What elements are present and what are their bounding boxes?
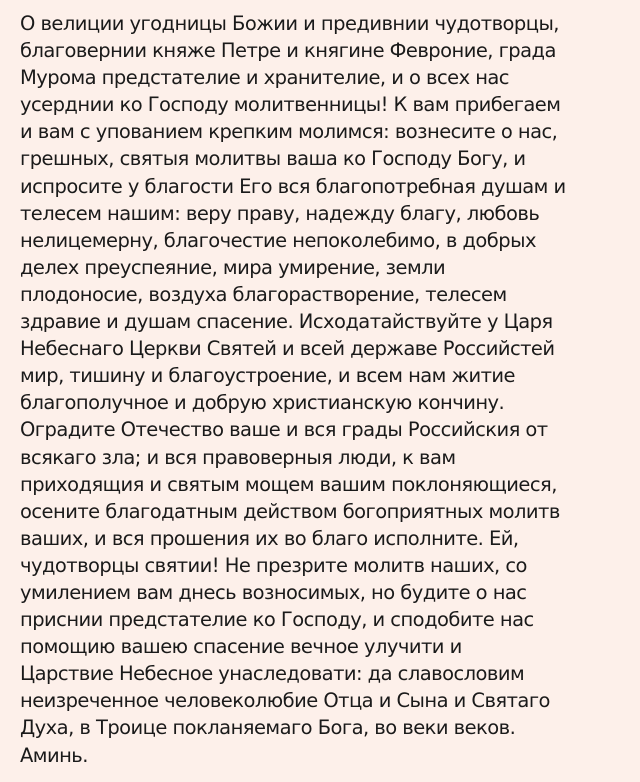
text-line: грешных, святыя молитвы ваша ко Господу Богу, и xyxy=(20,147,526,171)
text-line: приходящия и святым мощем вашим поклоняющиеся, xyxy=(20,472,557,496)
text-line: Мурома предстателие и хранителие, и о всех нас xyxy=(20,66,509,90)
text-line: усерднии ко Господу молитвенницы! К вам прибегаем xyxy=(20,93,561,117)
text-line: Оградите Отечество ваше и вся грады Российския от xyxy=(20,418,548,442)
text-line: плодоносие, воздуха благорастворение, телесем xyxy=(20,282,507,306)
text-line: нелицемерну, благочестие непоколебимо, в добрых xyxy=(20,228,536,252)
text-line: Небеснаго Церкви Святей и всей державе Российстей xyxy=(20,337,555,361)
text-line: осените благодатным действом богоприятных молитв xyxy=(20,499,560,523)
text-line: Духа, в Троице покланяемаго Бога, во веки веков. xyxy=(20,716,516,740)
text-line: неизреченное человеколюбие Отца и Сына и Святаго xyxy=(20,689,550,713)
text-line: испросите у благости Его вся благопотребная душам и xyxy=(20,174,566,198)
text-line: и вам с упованием крепким молимся: вознесите о нас, xyxy=(20,120,558,144)
text-line: ваших, и вся прошения их во благо исполните. Ей, xyxy=(20,526,519,550)
text-line: здравие и душам спасение. Исходатайствуйте у Царя xyxy=(20,310,553,334)
text-line: умилением вам днесь возносимых, но будите о нас xyxy=(20,580,527,604)
text-line: мир, тишину и благоустроение, и всем нам житие xyxy=(20,364,515,388)
text-line: всякаго зла; и вся правоверныя люди, к вам xyxy=(20,445,456,469)
text-line: благовернии княже Петре и княгине Февроние, града xyxy=(20,39,556,63)
text-line: приснии предстателие ко Господу, и сподобите нас xyxy=(20,608,534,632)
text-line: Аминь. xyxy=(20,743,88,767)
text-line: чудотворцы святии! Не презрите молитв наших, со xyxy=(20,553,527,577)
text-line: благополучное и добрую христианскую кончину. xyxy=(20,391,505,415)
text-line: телесем нашим: веру праву, надежду благу, любовь xyxy=(20,201,540,225)
text-line: Царствие Небесное унаследовати: да славословим xyxy=(20,662,525,686)
text-line: делех преуспеяние, мира умирение, земли xyxy=(20,255,446,279)
prayer-text xyxy=(20,10,628,769)
text-line: О велиции угодницы Божии и предивнии чудотворцы, xyxy=(20,12,559,35)
text-line: помощию вашею спасение вечное улучити и xyxy=(20,635,462,659)
